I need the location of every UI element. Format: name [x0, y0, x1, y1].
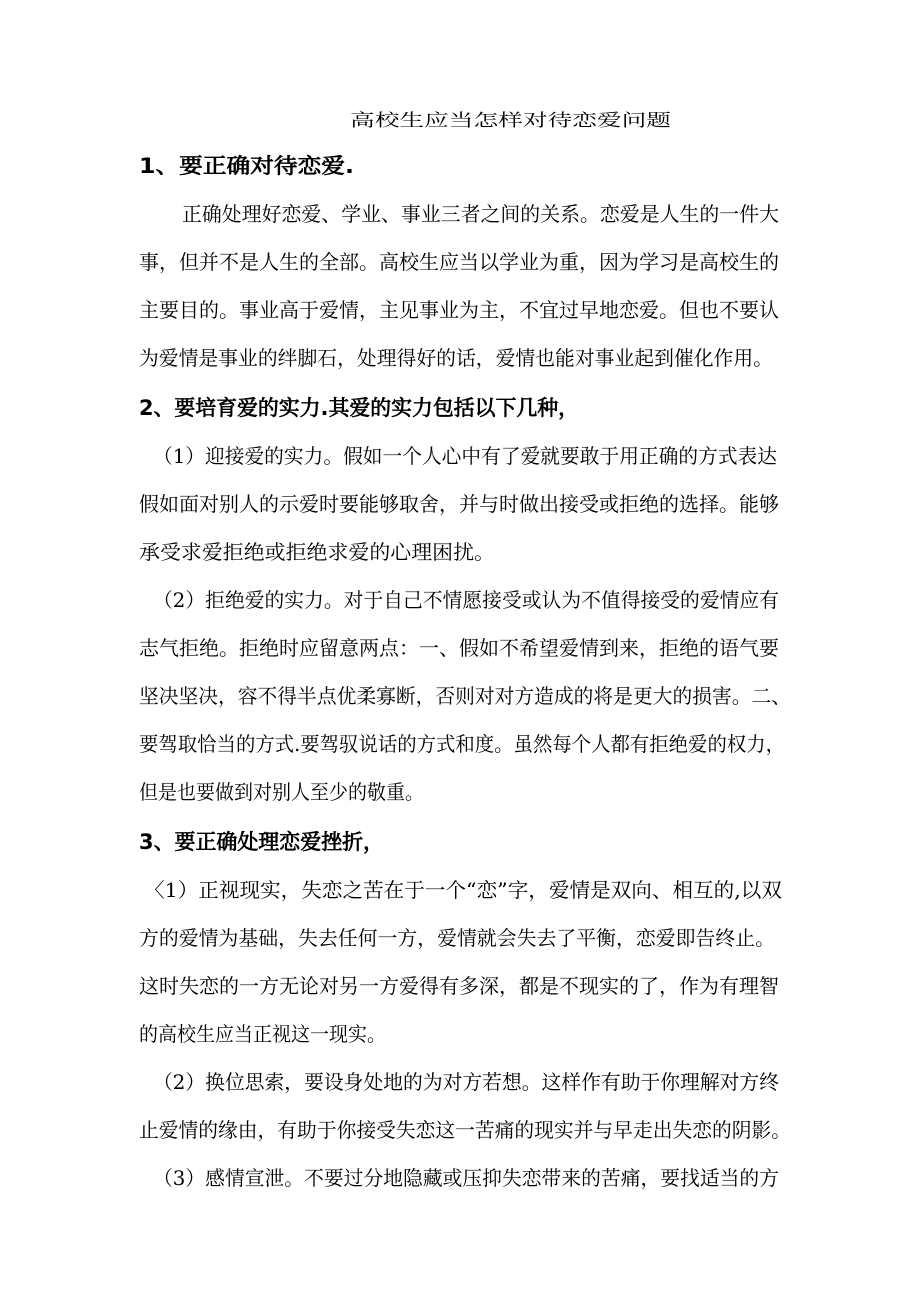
paragraph-line-text: 正确处理好恋爱、学业、事业三者之间的关系。恋爱是人生的一件大: [182, 202, 779, 226]
section-2-heading: [139, 394, 582, 422]
paragraph-line: [144, 876, 782, 904]
paragraph-line-text: 事，但并不是人生的全部。高校生应当以学业为重，因为学习是高校生的: [139, 250, 779, 274]
paragraph-line: [139, 1116, 799, 1144]
paragraph-line: [153, 442, 786, 470]
document-title-text: 高校生应当怎样对待恋爱问题: [349, 111, 671, 131]
paragraph-line-text: 这时失恋的一方无论对另一方爱得有多深，都是不现实的了，作为有理智: [139, 974, 779, 998]
paragraph-line-text: 要驾取恰当的方式.要驾驭说话的方式和度。虽然每个人都有拒绝爱的权力，: [139, 732, 785, 756]
section-1-heading-text: 1、要正确对待恋爱.: [139, 154, 354, 178]
paragraph-line: [139, 1020, 399, 1048]
paragraph-line: [139, 682, 799, 710]
paragraph-line-text: （3）感情宣泄。不要过分地隐藏或压抑失恋带来的苦痛，要找适当的方: [153, 1166, 779, 1190]
paragraph-line: [139, 490, 779, 518]
section-1-heading: [139, 152, 354, 180]
section-3-heading-text: 3、要正确处理恋爱挫折，: [139, 830, 384, 854]
document-title: [0, 110, 920, 132]
paragraph-line-text: 但是也要做到对别人至少的敬重。: [139, 780, 424, 804]
paragraph-line: [139, 296, 779, 324]
paragraph-line-text: （2）换位思索，要设身处地的为对方若想。这样作有助于你理解对方终: [153, 1070, 779, 1094]
paragraph-line-text: 方的爱情为基础，失去任何一方，爱情就会失去了平衡，恋爱即告终止。: [139, 926, 775, 950]
paragraph-line: [139, 344, 779, 372]
paragraph-line: [139, 248, 779, 276]
paragraph-line-text: （2）拒绝爱的实力。对于自己不情愿接受或认为不值得接受的爱情应有: [153, 588, 779, 612]
paragraph-line-text: 假如面对别人的示爱时要能够取舍，并与时做出接受或拒绝的选择。能够: [139, 492, 779, 516]
paragraph-line: [182, 200, 782, 228]
paragraph-line-text: 主要目的。事业高于爱情，主见事业为主，不宜过早地恋爱。但也不要认: [139, 298, 779, 322]
paragraph-line: [153, 1164, 786, 1192]
section-2-heading-text: 2、要培育爱的实力.其爱的实力包括以下几种，: [139, 396, 579, 420]
paragraph-line: [139, 730, 805, 758]
paragraph-line-text: 〈1）正视现实，失恋之苦在于一个“恋”字，爱情是双向、相互的,以双: [144, 878, 782, 902]
paragraph-line: [139, 634, 779, 662]
paragraph-line: [153, 1068, 786, 1096]
paragraph-line: [153, 586, 786, 614]
paragraph-line: [139, 778, 439, 806]
paragraph-line: [139, 538, 495, 566]
paragraph-line-text: 的高校生应当正视这一现实。: [139, 1022, 386, 1046]
paragraph-line-text: 止爱情的缘由，有助于你接受失恋这一苦痛的现实并与早走出失恋的阴影。: [139, 1118, 791, 1142]
paragraph-line: [139, 924, 779, 952]
paragraph-line-text: （1）迎接爱的实力。假如一个人心中有了爱就要敢于用正确的方式表达: [153, 444, 777, 468]
paragraph-line-text: 承受求爱拒绝或拒绝求爱的心理困扰。: [139, 540, 495, 564]
paragraph-line-text: 坚决坚决，容不得半点优柔寡断，否则对对方造成的将是更大的损害。二、: [139, 684, 791, 708]
section-3-heading: [139, 828, 385, 856]
paragraph-line-text: 为爱情是事业的绊脚石，处理得好的话，爱情也能对事业起到催化作用。: [139, 346, 773, 370]
paragraph-line-text: 志气拒绝。拒绝时应留意两点：一、假如不希望爱情到来，拒绝的语气要: [139, 636, 779, 660]
paragraph-line: [139, 972, 779, 1000]
